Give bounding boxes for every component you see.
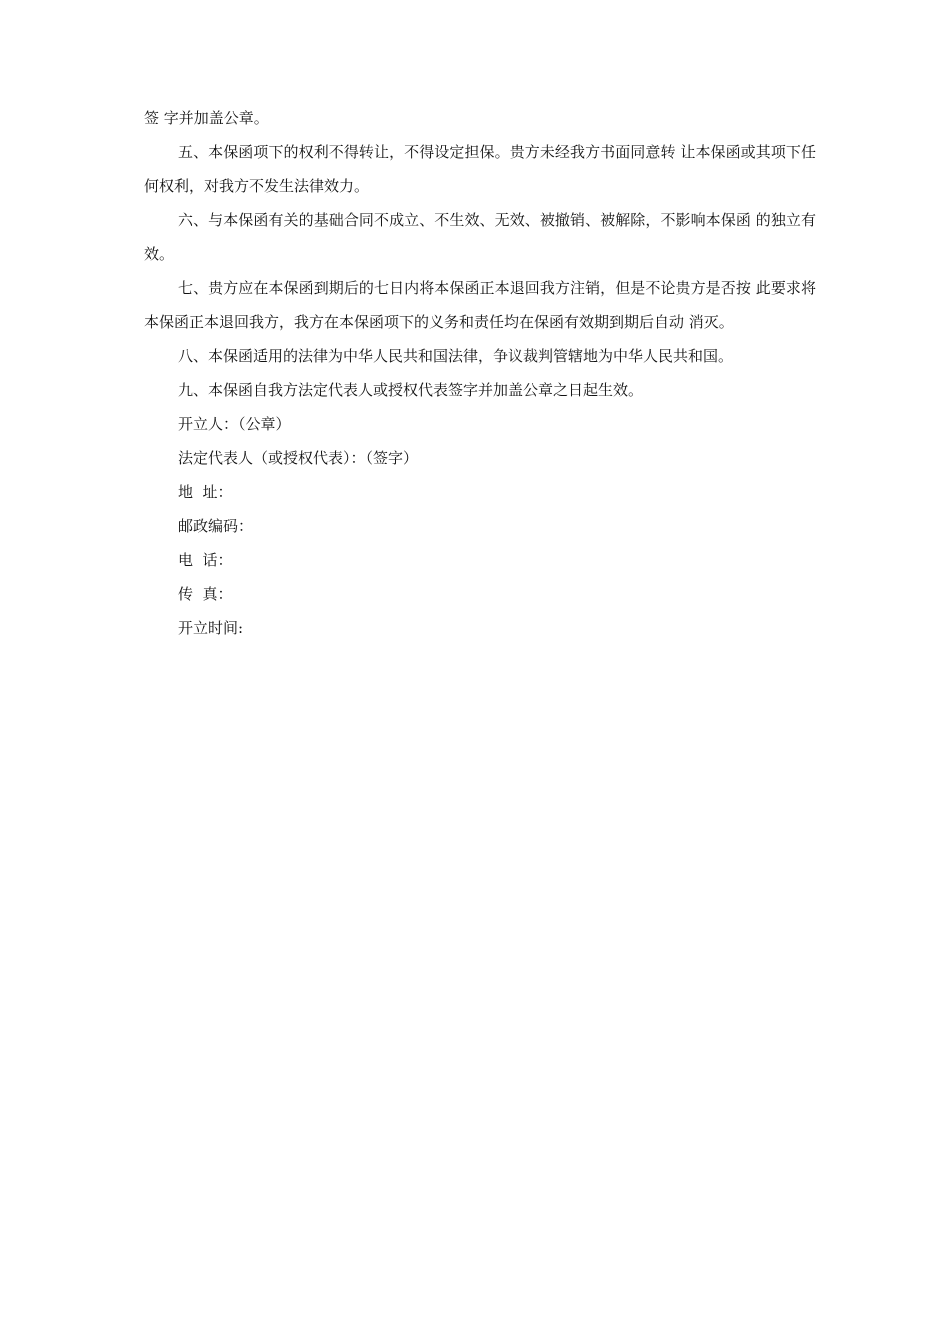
issuer-line: 开立人：（公章） [178,415,291,433]
phone-line: 电 话： [178,551,233,569]
address-line: 地 址： [178,483,233,501]
clause-9: 九、本保函自我方法定代表人或授权代表签字并加盖公章之日起生效。 [178,381,644,399]
legal-rep-line: 法定代表人（或授权代表）：（签字） [178,449,419,467]
clause-6: 六、与本保函有关的基础合同不成立、不生效、无效、被撤销、被解除，不影响本保函 的独立有效。 [144,211,816,263]
fax-line: 传 真： [178,585,233,603]
document-body [144,101,816,645]
issue-date-line: 开立时间: [178,619,244,637]
clause-5: 五、本保函项下的权利不得转让，不得设定担保。贵方未经我方书面同意转 让本保函或其项下任何权利，对我方不发生法律效力。 [144,143,816,195]
continuation-line: 签 字并加盖公章。 [144,109,269,127]
clause-8: 八、本保函适用的法律为中华人民共和国法律，争议裁判管辖地为中华人民共和国。 [178,347,734,365]
postal-code-line: 邮政编码： [178,517,254,535]
clause-7: 七、贵方应在本保函到期后的七日内将本保函正本退回我方注销，但是不论贵方是否按 此要求将本保函正本退回我方，我方在本保函项下的义务和责任均在保函有效期到期后自动 消灭。 [144,279,816,331]
